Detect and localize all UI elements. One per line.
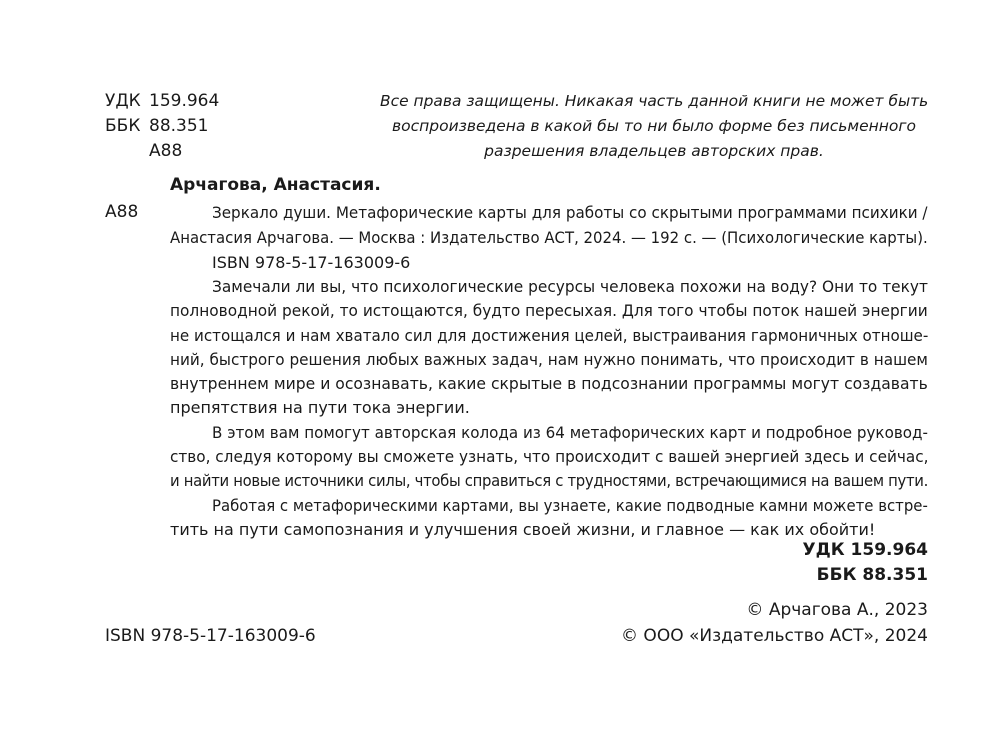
copyright-author: © Арчагова А., 2023: [746, 600, 928, 620]
bibliographic-mark: А88: [105, 202, 139, 222]
udk-code: УДК 159.964: [802, 540, 928, 560]
author-mark-row: [105, 139, 219, 164]
copyrights: [621, 597, 928, 649]
rights-line: воспроизведена в какой бы то ни было форме без письменного: [391, 117, 917, 135]
bibliographic-description: [170, 200, 928, 275]
abstract-line: Работая с метафорическими картами, вы узнаете, какие подводные камни можете встре-: [212, 495, 928, 515]
abstract-line: препятствия на пути тока энергии.: [170, 398, 470, 418]
author-mark: А88: [149, 141, 183, 161]
rights-line: Все права защищены. Никакая часть данной книги не может быть: [380, 92, 929, 110]
abstract: [170, 275, 928, 542]
rights-line: разрешения владельцев авторских прав.: [484, 142, 824, 160]
author-heading: Арчагова, Анастасия.: [170, 175, 381, 195]
bbk-label: ББК: [105, 116, 141, 136]
bib-publisher-line: Анастасия Арчагова. — Москва : Издательство АСТ, 2024. — 192 с. — (Психологические карты).: [170, 228, 928, 247]
abstract-line: Замечали ли вы, что психологические ресурсы человека похожи на воду? Они то текут: [212, 277, 928, 296]
bib-isbn: ISBN 978-5-17-163009-6: [212, 253, 411, 272]
isbn: ISBN 978-5-17-163009-6: [105, 626, 316, 646]
copyright-publisher: © ООО «Издательство АСТ», 2024: [621, 626, 928, 646]
abstract-line: ство, следуя которому вы сможете узнать, что происходит с вашей энергией здесь и сейчас,: [170, 447, 929, 467]
udk-value: 159.964: [149, 91, 220, 111]
udk-label: УДК: [105, 91, 141, 111]
abstract-line: тить на пути самопознания и улучшения своей жизни, и главное — как их обойти!: [170, 519, 876, 539]
abstract-line: не истощался и нам хватало сил для достижения целей, выстраивания гармоничных отноше-: [170, 325, 929, 345]
udk-row: [105, 89, 219, 114]
abstract-line: ний, быстрого решения любых важных задач, нам нужно понимать, что происходит в нашем: [170, 349, 928, 369]
classification-codes: [105, 89, 219, 164]
classification-codes-bottom: [803, 538, 929, 588]
bbk-code: ББК 88.351: [816, 565, 928, 585]
abstract-line: внутреннем мире и осознавать, какие скрытые в подсознании программы могут создавать: [170, 374, 928, 394]
rights-notice: [380, 89, 928, 164]
abstract-line: В этом вам помогут авторская колода из 64 метафорических карт и подробное руковод-: [212, 422, 928, 442]
bib-title-line: Зеркало души. Метафорические карты для работы со скрытыми программами психики /: [212, 203, 928, 222]
abstract-line: полноводной рекой, то истощаются, будто пересыхая. Для того чтобы поток нашей энергии: [170, 301, 928, 321]
bbk-row: [105, 114, 219, 139]
abstract-line: и найти новые источники силы, чтобы справиться с трудностями, встречающимися на вашем пути.: [170, 471, 929, 491]
bbk-value: 88.351: [149, 116, 209, 136]
